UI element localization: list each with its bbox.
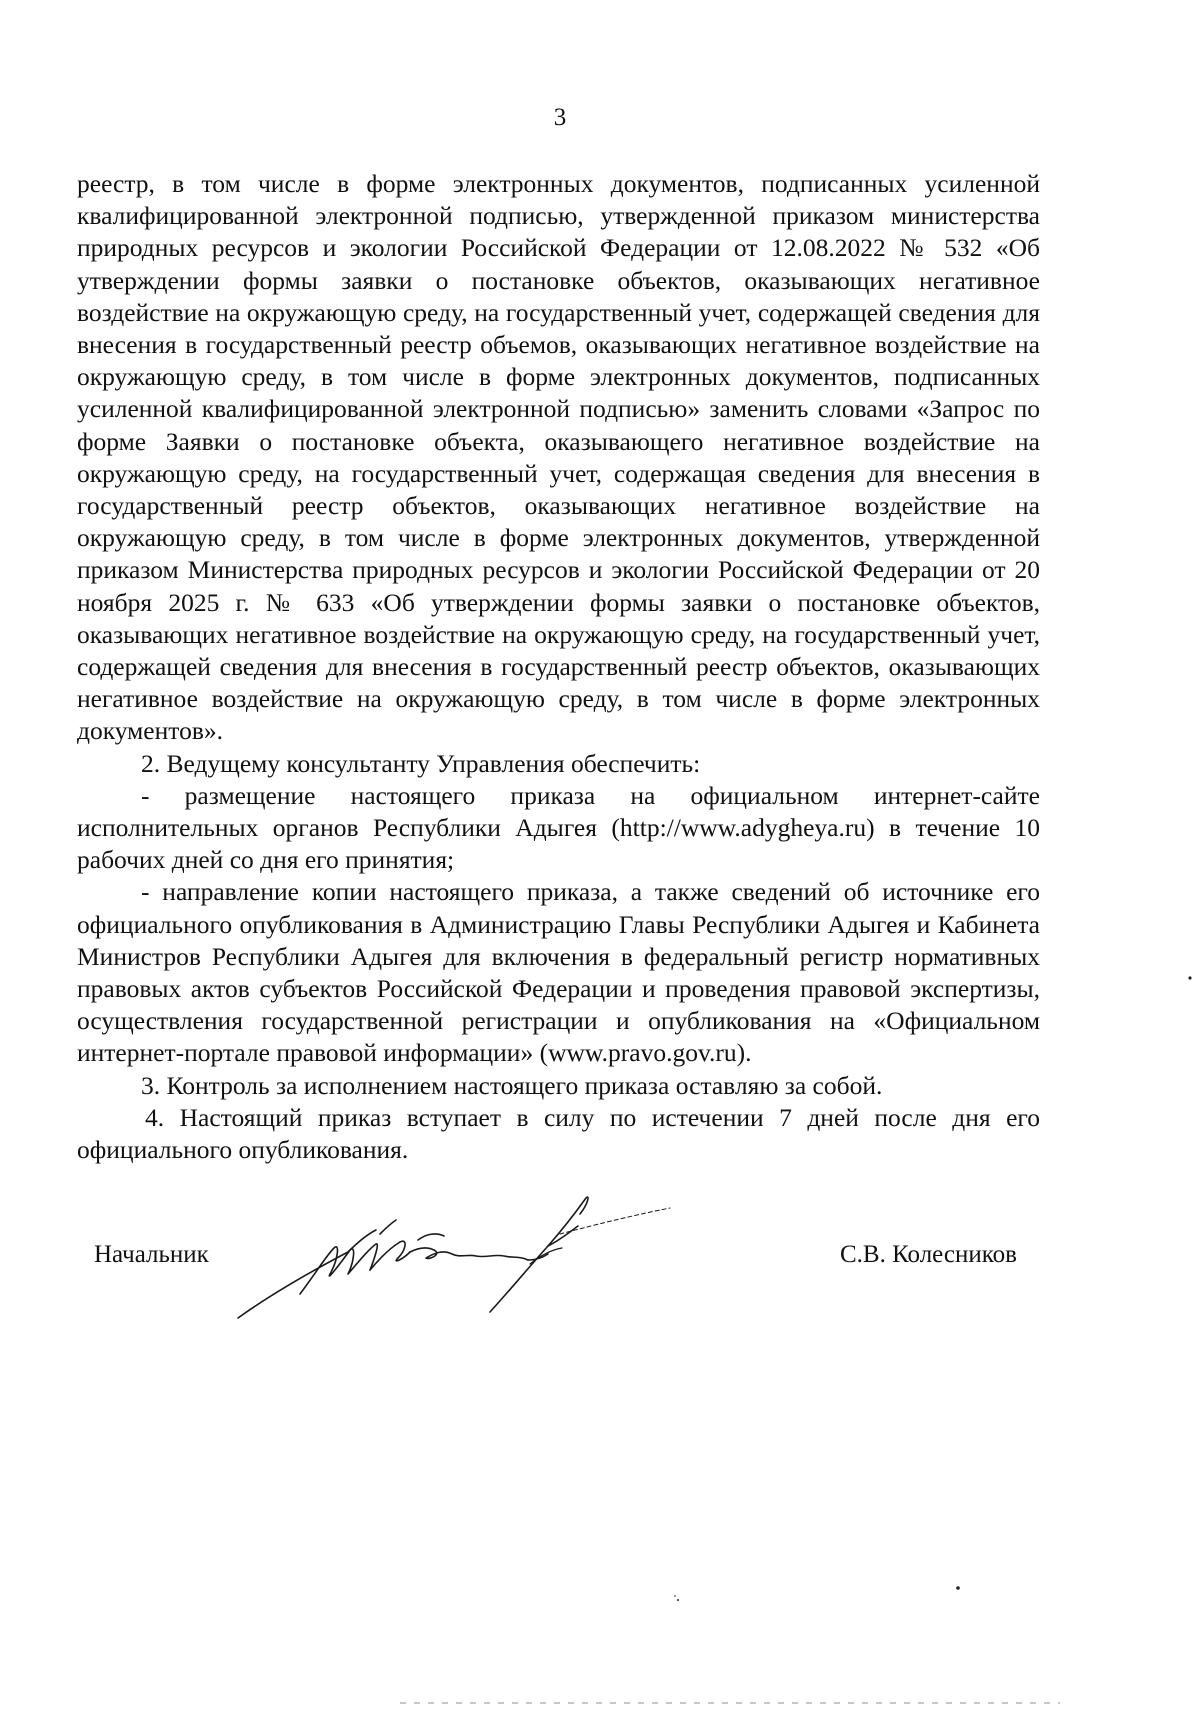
page-number: 3 bbox=[553, 104, 567, 131]
paragraph-item-2-bullet-2: - направление копии настоящего приказа, а также сведений об источнике его официального опубликования в Администрацию Главы Республики Адыгея и Кабинета Министров Республики Адыгея для включения в федеральный регистр нормативных правовых актов субъектов Российской Федерации и проведения правовой экспертизы, осуществления государственной регистрации и опубликования на «Официальном интернет-портале правовой информации» (www.pravo.gov.ru). bbox=[77, 877, 1040, 1068]
scan-border-artifact bbox=[400, 1702, 1060, 1704]
paragraph-item-2-bullet-1: - размещение настоящего приказа на официальном интернет-сайте исполнительных органов Республики Адыгея (http://www.adygheya.ru) в течение 10 рабочих дней со дня его принятия; bbox=[77, 780, 1040, 875]
paragraph-item-3: 3. Контроль за исполнением настоящего приказа оставляю за собой. bbox=[141, 1070, 883, 1100]
paragraph-item-4: 4. Настоящий приказ вступает в силу по истечении 7 дней после дня его официального опубликования. bbox=[77, 1102, 1040, 1165]
signatory-name: С.В. Колесников bbox=[840, 1241, 1017, 1268]
paragraph-continuation: реестр, в том числе в форме электронных документов, подписанных усиленной квалифицированной электронной подписью, утвержденной приказом министерства природных ресурсов и экологии Российской Федерации от 12.08.2022 № 532 «Об утверждении формы заявки о постановке объектов, оказывающих негативное воздействие на окружающую среду, на государственный учет, содержащей сведения для внесения в государственный реестр объемов, оказывающих негативное воздействие на окружающую среду, в том числе в форме электронных документов, подписанных усиленной квалифицированной электронной подписью» заменить словами «Запрос по форме Заявки о постановке объекта, оказывающего негативное воздействие на окружающую среду, на государственный учет, содержащая сведения для внесения в государственный реестр объектов, оказывающих негативное воздействие на окружающую среду, в том числе в форме электронных документов, утвержденной приказом Министерства природных ресурсов и экологии Российской Федерации от 20 ноября 2025 г. № 633 «Об утверждении формы заявки о постановке объектов, оказывающих негативное воздействие на окружающую среду, на государственный учет, содержащей сведения для внесения в государственный реестр объектов, оказывающих негативное воздействие на окружающую среду, в том числе в форме электронных документов». bbox=[77, 169, 1040, 746]
signatory-title: Начальник bbox=[94, 1241, 209, 1268]
paragraph-item-2: 2. Ведущему консультанту Управления обеспечить: bbox=[141, 748, 701, 778]
